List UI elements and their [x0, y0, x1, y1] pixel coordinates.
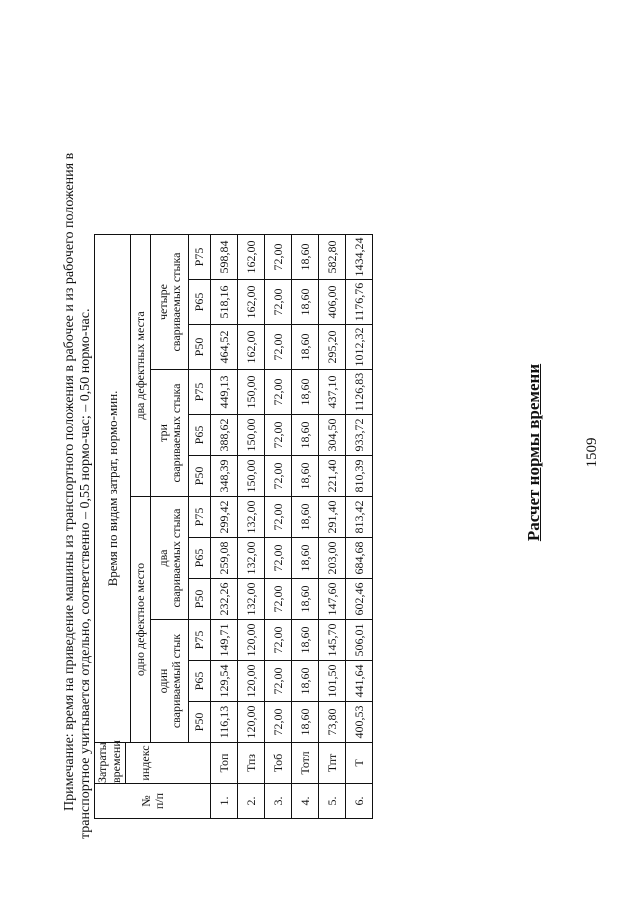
table-cell: 602,46	[346, 579, 373, 620]
table-row	[265, 235, 292, 819]
table-cell: 441,64	[346, 661, 373, 702]
group-one-defect: одно дефектное место	[131, 497, 151, 743]
table-cell: 162,00	[238, 280, 265, 325]
row-number: 2.	[238, 784, 265, 819]
table-cell: 116,13	[211, 702, 238, 743]
table-cell: 506,01	[346, 620, 373, 661]
table-cell: 203,00	[319, 538, 346, 579]
table-cell: 72,00	[265, 325, 292, 370]
table-cell: 72,00	[265, 702, 292, 743]
table-cell: 18,60	[292, 620, 319, 661]
row-index: Тоб	[265, 743, 292, 784]
table-cell: 598,84	[211, 235, 238, 280]
table-row	[346, 235, 373, 819]
table-cell: 18,60	[292, 415, 319, 456]
table-row	[319, 235, 346, 819]
subgroup-four-joints: четыре свариваемых стыка	[150, 235, 188, 370]
table-cell: 18,60	[292, 497, 319, 538]
table-cell: 810,39	[346, 456, 373, 497]
table-cell: 132,00	[238, 579, 265, 620]
table-cell: 400,53	[346, 702, 373, 743]
table-cell: 18,60	[292, 235, 319, 280]
table-cell: 18,60	[292, 538, 319, 579]
table-cell: 449,13	[211, 370, 238, 415]
table-cell: 464,52	[211, 325, 238, 370]
row-number: 3.	[265, 784, 292, 819]
table-cell: 18,60	[292, 370, 319, 415]
p-header: P65	[189, 661, 211, 702]
p-header: P75	[189, 370, 211, 415]
table-cell: 162,00	[238, 325, 265, 370]
table-cell: 684,68	[346, 538, 373, 579]
subgroup-three-joints: три свариваемых стыка	[150, 370, 188, 497]
p-header: P50	[189, 702, 211, 743]
table-cell: 72,00	[265, 620, 292, 661]
table-cell: 72,00	[265, 370, 292, 415]
table-cell: 1012,32	[346, 325, 373, 370]
table-cell: 1176,76	[346, 280, 373, 325]
table-cell: 72,00	[265, 415, 292, 456]
row-index: Топ	[211, 743, 238, 784]
table-cell: 582,80	[319, 235, 346, 280]
table-cell: 406,00	[319, 280, 346, 325]
table-body	[211, 235, 373, 819]
table-cell: 348,39	[211, 456, 238, 497]
index-header	[95, 740, 211, 784]
subgroup-one-joint: один свариваемый стык	[150, 620, 188, 743]
p-header: P75	[189, 497, 211, 538]
table-cell: 18,60	[292, 325, 319, 370]
row-number: 4.	[292, 784, 319, 819]
table-cell: 120,00	[238, 661, 265, 702]
table-cell: 291,40	[319, 497, 346, 538]
no-header-text: № п/п	[138, 792, 166, 810]
table-cell: 933,72	[346, 415, 373, 456]
group-two-defects: два дефектных места	[131, 235, 151, 497]
table-cell: 437,10	[319, 370, 346, 415]
table-cell: 120,00	[238, 620, 265, 661]
table-cell: 18,60	[292, 661, 319, 702]
p-header: P50	[189, 579, 211, 620]
no-header	[95, 784, 211, 819]
document-title: Расчет нормы времени	[524, 363, 543, 542]
table-cell: 72,00	[265, 497, 292, 538]
p-header: P65	[189, 415, 211, 456]
table-cell: 72,00	[265, 661, 292, 702]
table-cell: 72,00	[265, 579, 292, 620]
row-number: 6.	[346, 784, 373, 819]
row-index: Тотл	[292, 743, 319, 784]
table-cell: 120,00	[238, 702, 265, 743]
table-container	[94, 234, 373, 819]
table-cell: 72,00	[265, 456, 292, 497]
table-cell: 304,50	[319, 415, 346, 456]
table-cell: 162,00	[238, 235, 265, 280]
p-header: P50	[189, 325, 211, 370]
row-index: Тпз	[238, 743, 265, 784]
table-cell: 145,70	[319, 620, 346, 661]
table-cell: 221,40	[319, 456, 346, 497]
p-header: P65	[189, 538, 211, 579]
table-cell: 150,00	[238, 456, 265, 497]
table-cell: 518,16	[211, 280, 238, 325]
table-row	[211, 235, 238, 819]
table-cell: 72,00	[265, 280, 292, 325]
table-cell: 232,26	[211, 579, 238, 620]
page-number: 1509	[584, 437, 600, 468]
row-index: Т	[346, 743, 373, 784]
table-cell: 388,62	[211, 415, 238, 456]
table-cell: 101,50	[319, 661, 346, 702]
table-cell: 295,20	[319, 325, 346, 370]
table-cell: 149,71	[211, 620, 238, 661]
table-header	[95, 235, 211, 819]
table-row	[238, 235, 265, 819]
row-index: Тпт	[319, 743, 346, 784]
table-cell: 132,00	[238, 538, 265, 579]
p-header: P75	[189, 235, 211, 280]
subgroup-two-joints: два свариваемых стыка	[150, 497, 188, 620]
row-number: 1.	[211, 784, 238, 819]
table-cell: 18,60	[292, 579, 319, 620]
row-number: 5.	[319, 784, 346, 819]
table-cell: 18,60	[292, 456, 319, 497]
index-label: индекс	[138, 745, 152, 781]
table-cell: 150,00	[238, 415, 265, 456]
table-cell: 132,00	[238, 497, 265, 538]
main-header: Время по видам затрат, нормо-мин.	[95, 235, 131, 743]
zatraty-label: Затраты времени	[95, 743, 126, 783]
p-header: P50	[189, 456, 211, 497]
time-norm-table	[94, 234, 373, 819]
table-cell: 150,00	[238, 370, 265, 415]
table-cell: 72,00	[265, 538, 292, 579]
p-header: P65	[189, 280, 211, 325]
table-cell: 299,42	[211, 497, 238, 538]
table-cell: 73,80	[319, 702, 346, 743]
table-cell: 259,08	[211, 538, 238, 579]
table-cell: 1434,24	[346, 235, 373, 280]
table-row	[292, 235, 319, 819]
table-cell: 18,60	[292, 702, 319, 743]
table-cell: 147,60	[319, 579, 346, 620]
table-cell: 72,00	[265, 235, 292, 280]
table-cell: 18,60	[292, 280, 319, 325]
table-cell: 1126,83	[346, 370, 373, 415]
p-header: P75	[189, 620, 211, 661]
table-cell: 813,42	[346, 497, 373, 538]
table-cell: 129,54	[211, 661, 238, 702]
footnote: Примечание: время на приведение машины из транспортного положения в рабочее и из рабочего положения в транспортное учитывается отдельно, соответственно – 0,55 нормо-час; – 0,50 нормо-час.	[62, 152, 93, 839]
